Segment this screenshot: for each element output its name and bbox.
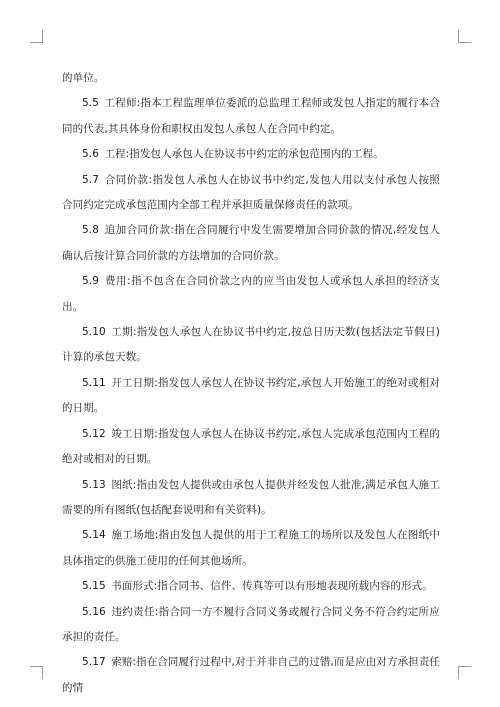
clause-number: 5.10 [82, 326, 106, 339]
clause-5-13 [62, 473, 440, 524]
clause-text: 施工场地:指由发包人提供的用于工程施工的场所以及发包人在图纸中具体指定的供施工使用的任何其他场所。 [62, 529, 440, 567]
paragraph [62, 66, 440, 91]
clause-5-11 [62, 371, 440, 422]
clause-number: 5.13 [82, 478, 106, 491]
clause-text: 竣工日期:指发包人承包人在协议书约定,承包人完成承包范围内工程的绝对或相对的日期。 [62, 427, 440, 466]
clause-number: 5.16 [82, 605, 106, 618]
clause-5-10 [62, 320, 440, 371]
clause-5-16 [62, 600, 440, 651]
clause-5-17 [62, 650, 440, 701]
clause-number: 5.6 [82, 148, 99, 161]
clause-number: 5.17 [82, 656, 106, 669]
clause-number: 5.7 [82, 173, 99, 186]
crop-mark-top-right [458, 30, 471, 43]
clause-text: 追加合同价款:指在合同履行中发生需要增加合同价款的情况,经发包人确认后按计算合同价款的方法增加的合同价款。 [62, 224, 440, 262]
clause-text: 合同价款:指发包人承包人在协议书中约定,发包人用以支付承包人按照合同约定完成承包范围内全部工程并承担质量保修责任的款项。 [62, 173, 440, 212]
clause-text: 工程:指发包人承包人在协议书中约定的承包范围内的工程。 [104, 148, 384, 161]
clause-number: 5.11 [82, 376, 106, 389]
clause-5-14 [62, 523, 440, 574]
clause-number: 5.5 [82, 97, 99, 110]
clause-text: 书面形式:指合同书、信件、传真等可以有形地表现所载内容的形式。 [111, 580, 433, 593]
clause-text: 违约责任:指合同一方不履行合同义务或履行合同义务不符合约定所应承担的责任。 [62, 605, 440, 643]
clause-number: 5.14 [82, 529, 106, 542]
clause-number: 5.8 [82, 224, 99, 237]
clause-text: 图纸:指由发包人提供或由承包人提供并经发包人批准,满足承包人施工需要的所有图纸(包括配套说明和有关资料)。 [62, 478, 440, 516]
clause-5-7 [62, 168, 440, 219]
clause-text: 费用:指不包含在合同价款之内的应当由发包人或承包人承担的经济支出。 [62, 275, 440, 313]
paragraph-text: 的单位。 [62, 72, 105, 84]
crop-mark-bottom-right [458, 666, 471, 679]
clause-5-9 [62, 269, 440, 320]
clause-number: 5.9 [82, 275, 99, 288]
crop-mark-bottom-left [30, 666, 43, 679]
crop-mark-top-left [30, 30, 43, 43]
clause-text: 索赔:指在合同履行过程中,对于并非自己的过错,而是应由对方承担责任的情 [62, 656, 440, 694]
clause-5-15 [62, 574, 440, 599]
clause-number: 5.12 [82, 427, 106, 440]
clause-text: 开工日期:指发包人承包人在协议书约定,承包人开始施工的绝对或相对的日期。 [62, 376, 440, 415]
document-body [62, 66, 440, 701]
clause-text: 工程师:指本工程监理单位委派的总监理工程师或发包人指定的履行本合同的代表,其具体身份和职权由发包人承包人在合同中约定。 [62, 97, 440, 135]
clause-5-5 [62, 91, 440, 142]
clause-number: 5.15 [82, 580, 106, 593]
clause-5-12 [62, 422, 440, 473]
clause-text: 工期:指发包人承包人在协议书中约定,按总日历天数(包括法定节假日)计算的承包天数。 [62, 326, 440, 364]
clause-5-8 [62, 218, 440, 269]
clause-5-6 [62, 142, 440, 167]
